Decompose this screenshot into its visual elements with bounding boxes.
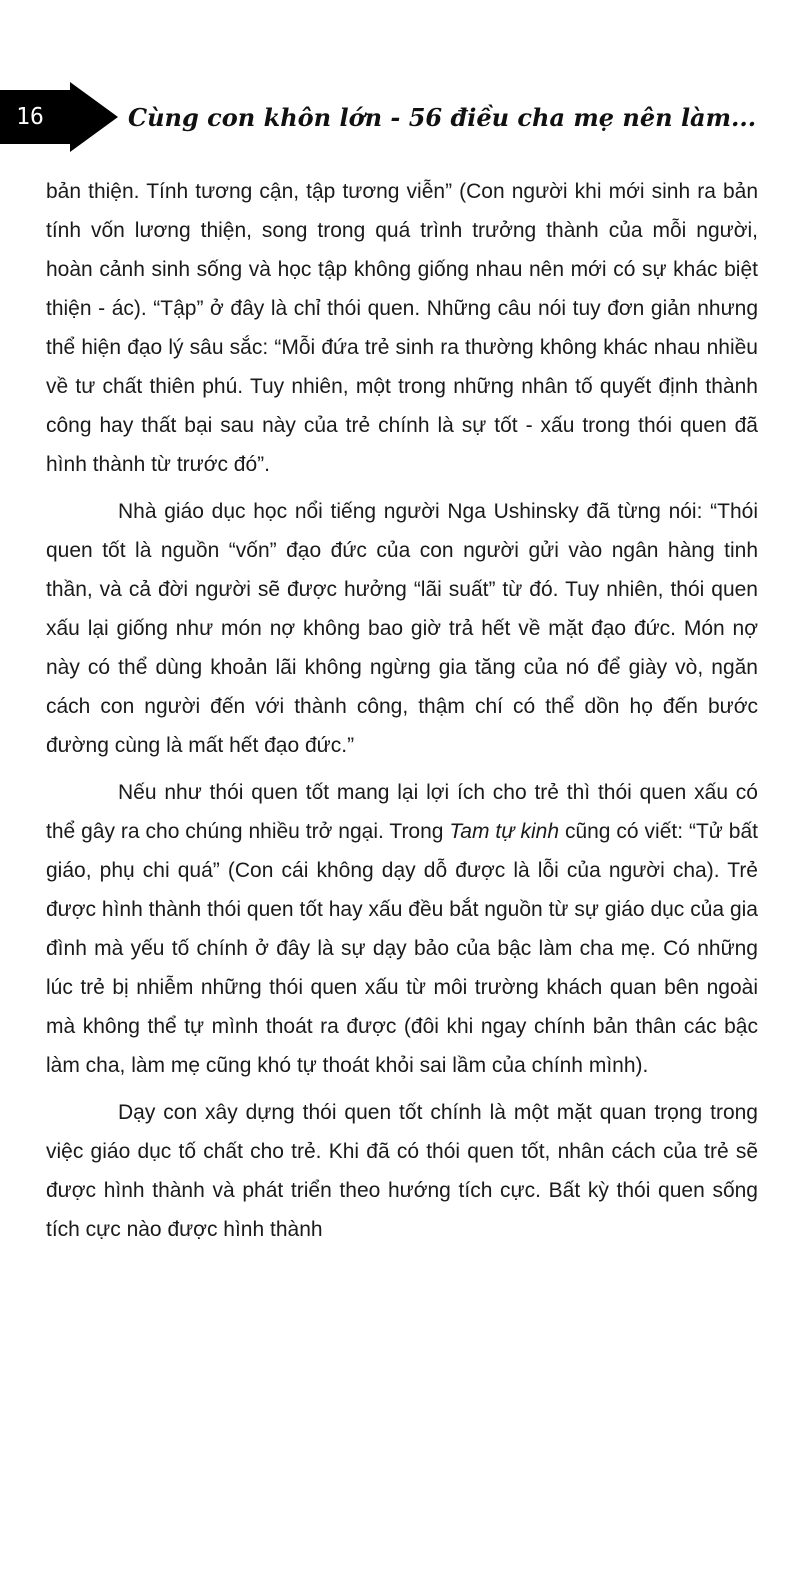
paragraph-3 — [46, 773, 758, 1085]
paragraph-2: Nhà giáo dục học nổi tiếng người Nga Ushinsky đã từng nói: “Thói quen tốt là nguồn “vốn” đạo đức của con người gửi vào ngân hàng tinh thần, và cả đời người sẽ được hưởng “lãi suất” từ đó. Tuy nhiên, thói quen xấu lại giống như món nợ không bao giờ trả hết về mặt đạo đức. Món nợ này có thể dùng khoản lãi không ngừng gia tăng của nó để giày vò, ngăn cách con người đến với thành công, thậm chí có thể dồn họ đến bước đường cùng là mất hết đạo đức.” — [46, 500, 758, 757]
page-number: 16 — [16, 104, 44, 130]
paragraph-1: bản thiện. Tính tương cận, tập tương viễn” (Con người khi mới sinh ra bản tính vốn lương thiện, song trong quá trình trưởng thành của mỗi người, hoàn cảnh sinh sống và học tập không giống nhau nên mới có sự khác biệt thiện - ác). “Tập” ở đây là chỉ thói quen. Những câu nói tuy đơn giản nhưng thể hiện đạo lý sâu sắc: “Mỗi đứa trẻ sinh ra thường không khác nhau nhiều về tư chất thiên phú. Tuy nhiên, một trong những nhân tố quyết định thành công hay thất bại sau này của trẻ chính là sự tốt - xấu trong thói quen đã hình thành từ trước đó”. — [46, 180, 758, 476]
paragraph-3-start: Nếu như thói quen tốt mang lại lợi ích cho trẻ thì thói quen xấu có thể gây ra cho chúng nhiều trở ngại. Trong — [46, 781, 758, 843]
page-number-tab — [0, 82, 118, 152]
book-title-italic: Tam tự kinh — [449, 820, 560, 843]
running-title: Cùng con khôn lớn - 56 điều cha mẹ nên làm... — [128, 103, 757, 132]
paragraph-4: Dạy con xây dựng thói quen tốt chính là một mặt quan trọng trong việc giáo dục tố chất cho trẻ. Khi đã có thói quen tốt, nhân cách của trẻ sẽ được hình thành và phát triển theo hướng tích cực. Bất kỳ thói quen sống tích cực nào được hình thành — [46, 1101, 758, 1241]
page-header — [0, 78, 807, 160]
paragraph-3-rest: cũng có viết: “Tử bất giáo, phụ chi quá” (Con cái không dạy dỗ được là lỗi của người cha). Trẻ được hình thành thói quen tốt hay xấu đều bắt nguồn từ sự giáo dục của gia đình mà yếu tố chính ở đây là sự dạy bảo của bậc làm cha mẹ. Có những lúc trẻ bị nhiễm những thói quen xấu từ môi trường khách quan bên ngoài mà không thể tự mình thoát ra được (đôi khi ngay chính bản thân các bậc làm cha, làm mẹ cũng khó tự thoát khỏi sai lầm của chính mình). — [46, 820, 758, 1077]
body-text — [46, 172, 758, 1249]
